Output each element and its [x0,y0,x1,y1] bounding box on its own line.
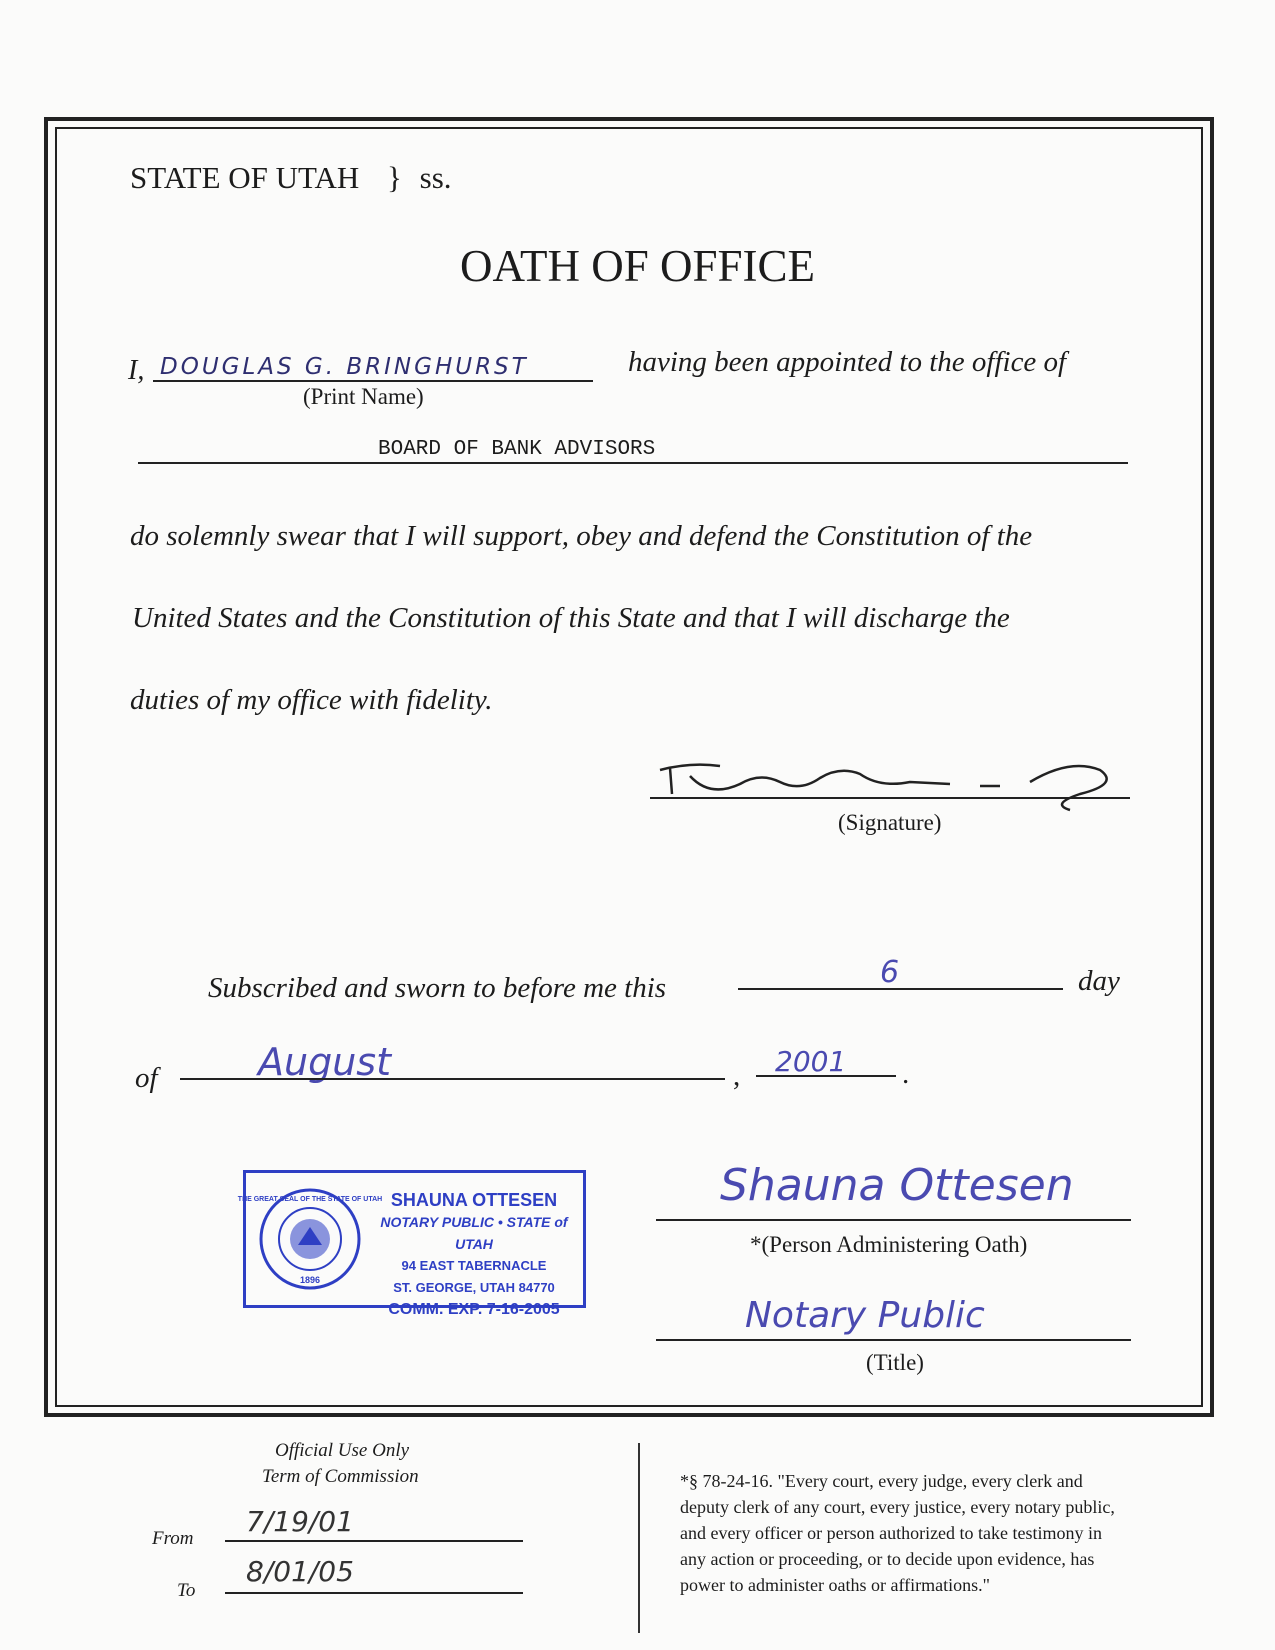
office-line [138,462,1128,464]
statute-line-2: deputy clerk of any court, every justice, every notary public, [680,1497,1115,1517]
handwritten-signature [650,748,1170,818]
day-value: 6 [880,955,900,990]
seal-year: 1896 [299,1275,321,1285]
print-name-caption: (Print Name) [303,384,424,409]
state-heading [130,160,452,196]
month-line [180,1078,725,1080]
title-caption: (Title) [866,1350,924,1375]
signature-caption: (Signature) [838,810,942,835]
administrator-line [656,1219,1131,1221]
year-value: 2001 [775,1045,847,1078]
oath-line-3: duties of my office with fidelity. [130,684,493,716]
from-label: From [152,1528,194,1549]
notary-commission: COMM. EXP. 7-16-2005 [388,1301,560,1318]
administrator-caption: *(Person Administering Oath) [750,1232,1028,1257]
comma: , [733,1060,741,1092]
oath-line-1: do solemnly swear that I will support, obey and defend the Constitution of the [130,520,1033,552]
notary-name: SHAUNA OTTESEN [390,1190,558,1210]
year-line [756,1075,896,1077]
title-line [656,1339,1131,1341]
notary-title: NOTARY PUBLIC • STATE of UTAH [380,1214,568,1252]
statute-line-4: any action or proceeding, or to decide upon evidence, has [680,1549,1095,1569]
ss-label: ss. [419,160,452,195]
stamp-text [364,1189,584,1321]
statute-line-3: and every officer or person authorized to take testimony in [680,1523,1103,1543]
office-value: BOARD OF BANK ADVISORS [378,438,656,461]
subscribed-text: Subscribed and sworn to before me this [208,972,667,1004]
to-line [225,1592,523,1594]
page-title: OATH OF OFFICE [459,241,816,291]
printed-name-handwritten: DOUGLAS G. BRINGHURST [160,354,529,380]
state-seal-icon [237,1187,383,1291]
signature-line [650,797,1130,799]
statute-line-5: power to administer oaths or affirmations." [680,1575,990,1595]
to-value: 8/01/05 [246,1555,354,1588]
name-line [153,380,593,382]
appointment-text: having been appointed to the office of [628,346,1067,378]
of-label: of [135,1062,158,1094]
notary-stamp [237,1170,586,1318]
seal-text: THE GREAT SEAL OF THE STATE OF UTAH [237,1196,383,1203]
i-prefix: I, [128,355,145,386]
state-label: STATE OF UTAH [130,160,360,195]
notary-address-2: ST. GEORGE, UTAH 84770 [393,1280,555,1295]
statute-note [680,1468,1115,1598]
title-handwritten: Notary Public [745,1295,985,1336]
oath-line-2: United States and the Constitution of this State and that I will discharge the [132,602,1010,634]
term-label: Term of Commission [262,1466,419,1487]
from-value: 7/19/01 [246,1505,354,1538]
statute-line-1: *§ 78-24-16. "Every court, every judge, every clerk and [680,1471,1083,1491]
period: . [902,1058,910,1090]
to-label: To [177,1580,196,1601]
day-label: day [1078,965,1120,997]
day-line [738,988,1063,990]
from-line [225,1540,523,1542]
month-value: August [258,1040,391,1084]
footer-divider [638,1443,640,1633]
brace: } [387,160,402,195]
notary-address-1: 94 EAST TABERNACLE [401,1258,547,1273]
official-use-label: Official Use Only [275,1440,410,1461]
administrator-signature: Shauna Ottesen [720,1160,1074,1211]
